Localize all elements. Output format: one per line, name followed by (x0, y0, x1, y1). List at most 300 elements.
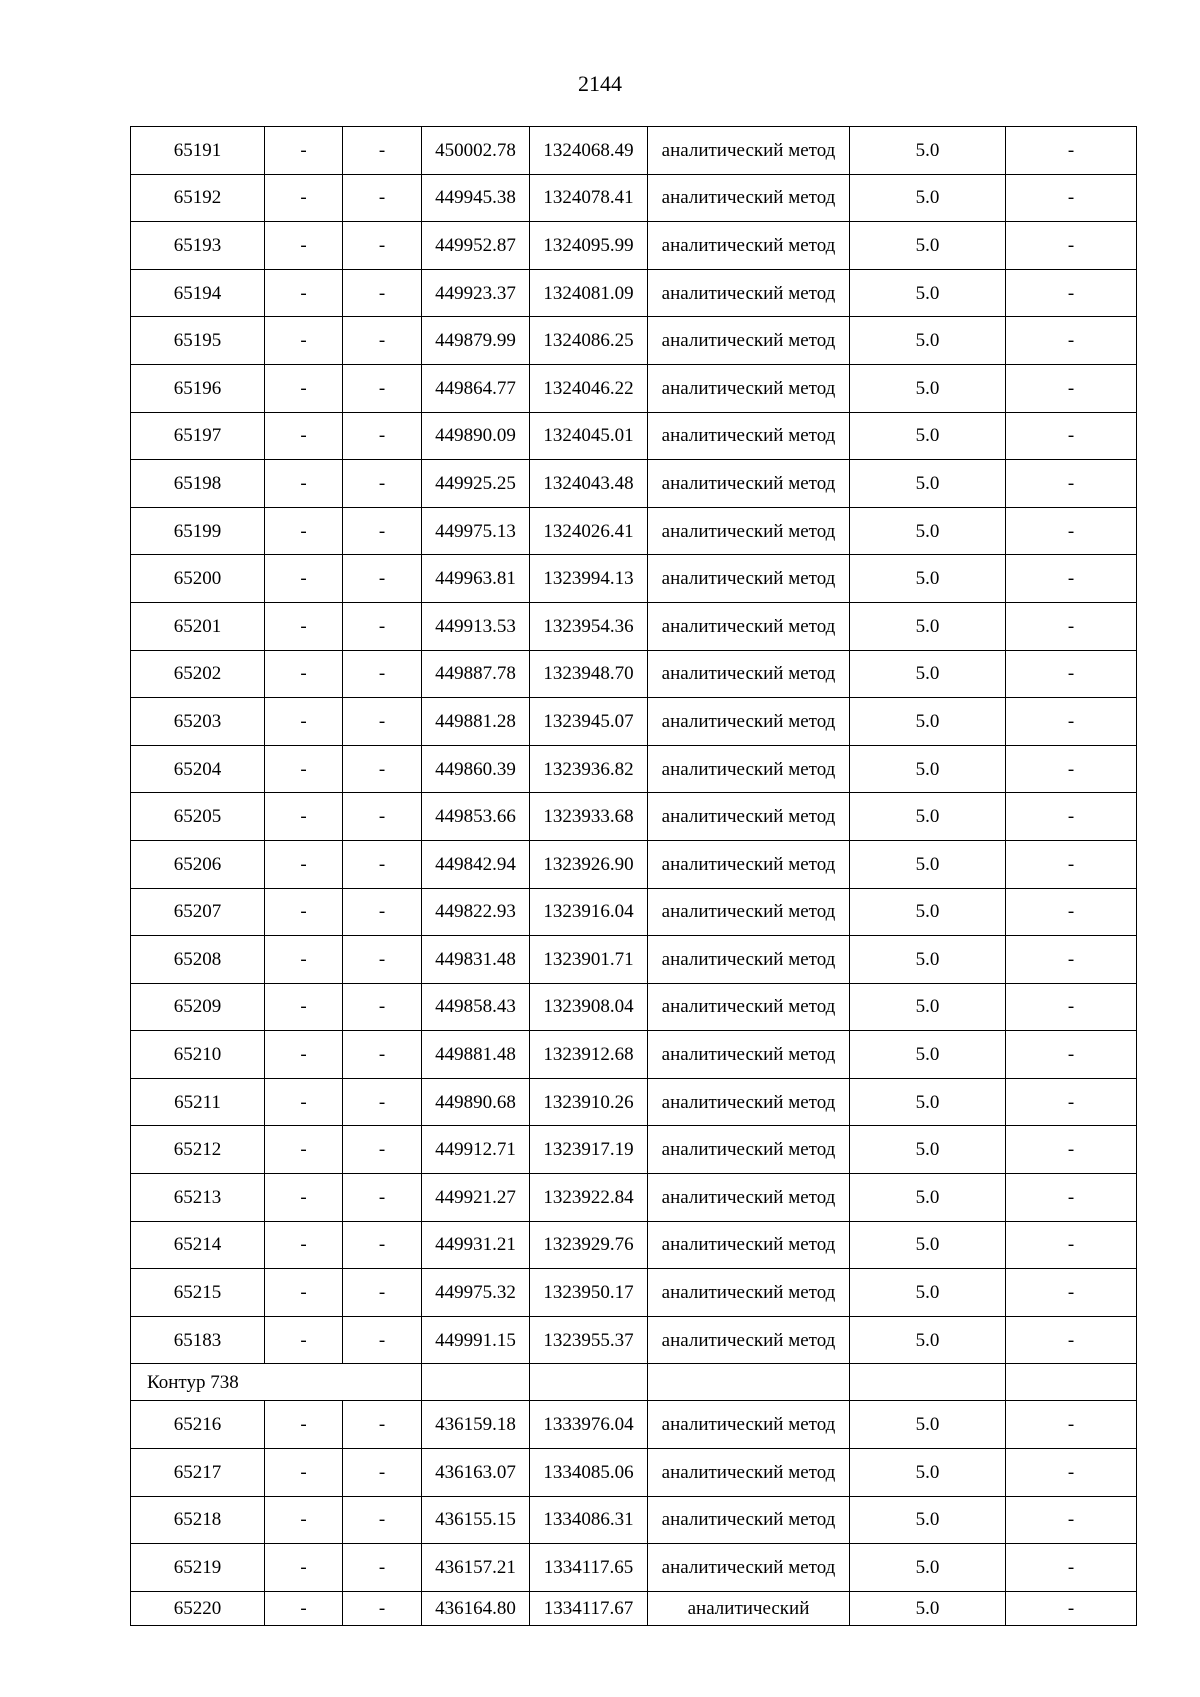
dash-cell: - (265, 174, 343, 222)
dash-cell: - (265, 317, 343, 365)
point-id-cell: 65196 (131, 364, 265, 412)
table-row (131, 745, 1137, 793)
dash-cell: - (343, 412, 422, 460)
table-row (131, 174, 1137, 222)
method-cell (648, 745, 850, 793)
method-text: аналитический метод (661, 758, 836, 780)
point-id-cell: 65192 (131, 174, 265, 222)
accuracy-cell: 5.0 (850, 602, 1006, 650)
method-cell (648, 983, 850, 1031)
dash-cell: - (1006, 127, 1137, 175)
y-coordinate-cell: 1324078.41 (530, 174, 648, 222)
y-coordinate-cell: 1323948.70 (530, 650, 648, 698)
dash-cell: - (343, 1126, 422, 1174)
point-id-cell: 65220 (131, 1591, 265, 1625)
dash-cell: - (343, 1031, 422, 1079)
point-id-cell: 65214 (131, 1221, 265, 1269)
method-text: аналитический метод (661, 663, 836, 685)
dash-cell: - (1006, 698, 1137, 746)
table-row (131, 602, 1137, 650)
x-coordinate-cell: 449853.66 (422, 793, 530, 841)
accuracy-cell: 5.0 (850, 555, 1006, 603)
dash-cell: - (265, 1031, 343, 1079)
y-coordinate-cell: 1323901.71 (530, 936, 648, 984)
table-row (131, 555, 1137, 603)
y-coordinate-cell: 1323916.04 (530, 888, 648, 936)
dash-cell: - (1006, 269, 1137, 317)
dash-cell: - (343, 460, 422, 508)
dash-cell: - (1006, 1126, 1137, 1174)
dash-cell: - (265, 793, 343, 841)
accuracy-cell: 5.0 (850, 1401, 1006, 1449)
point-id-cell: 65194 (131, 269, 265, 317)
method-text: аналитический метод (661, 1186, 836, 1208)
dash-cell: - (343, 364, 422, 412)
x-coordinate-cell: 449860.39 (422, 745, 530, 793)
method-cell (648, 364, 850, 412)
x-coordinate-cell: 449975.32 (422, 1269, 530, 1317)
method-text: аналитический метод (661, 996, 836, 1018)
table-row (131, 412, 1137, 460)
point-id-cell: 65198 (131, 460, 265, 508)
dash-cell: - (343, 840, 422, 888)
x-coordinate-cell: 449858.43 (422, 983, 530, 1031)
x-coordinate-cell: 436164.80 (422, 1591, 530, 1625)
x-coordinate-cell: 449822.93 (422, 888, 530, 936)
table-row (131, 888, 1137, 936)
point-id-cell: 65209 (131, 983, 265, 1031)
dash-cell: - (265, 1078, 343, 1126)
accuracy-cell: 5.0 (850, 1269, 1006, 1317)
method-cell (648, 174, 850, 222)
point-id-cell: 65202 (131, 650, 265, 698)
method-text: аналитический метод (661, 1557, 836, 1579)
point-id-cell: 65210 (131, 1031, 265, 1079)
accuracy-cell: 5.0 (850, 698, 1006, 746)
dash-cell: - (1006, 555, 1137, 603)
method-text: аналитический метод (661, 1044, 836, 1066)
dash-cell: - (265, 650, 343, 698)
dash-cell: - (1006, 936, 1137, 984)
dash-cell: - (343, 983, 422, 1031)
dash-cell: - (265, 222, 343, 270)
dash-cell: - (1006, 1544, 1137, 1592)
dash-cell: - (343, 1078, 422, 1126)
method-text: аналитический метод (661, 615, 836, 637)
method-text: аналитический метод (661, 425, 836, 447)
method-text: аналитический метод (661, 520, 836, 542)
x-coordinate-cell: 436155.15 (422, 1496, 530, 1544)
dash-cell: - (343, 936, 422, 984)
dash-cell: - (343, 1544, 422, 1592)
dash-cell: - (265, 1174, 343, 1222)
method-cell (648, 317, 850, 365)
dash-cell: - (1006, 222, 1137, 270)
method-text: аналитический метод (661, 1509, 836, 1531)
empty-cell (850, 1364, 1006, 1401)
dash-cell: - (265, 1544, 343, 1592)
method-text: аналитический метод (661, 330, 836, 352)
point-id-cell: 65205 (131, 793, 265, 841)
method-cell (648, 1269, 850, 1317)
empty-cell (530, 1364, 648, 1401)
dash-cell: - (343, 1449, 422, 1497)
y-coordinate-cell: 1324045.01 (530, 412, 648, 460)
y-coordinate-cell: 1333976.04 (530, 1401, 648, 1449)
page-number: 2144 (578, 71, 622, 96)
accuracy-cell: 5.0 (850, 364, 1006, 412)
dash-cell: - (265, 602, 343, 650)
y-coordinate-cell: 1334117.65 (530, 1544, 648, 1592)
dash-cell: - (1006, 507, 1137, 555)
table-row (131, 1126, 1137, 1174)
x-coordinate-cell: 449879.99 (422, 317, 530, 365)
dash-cell: - (265, 698, 343, 746)
method-text: аналитический метод (661, 948, 836, 970)
point-id-cell: 65201 (131, 602, 265, 650)
method-cell (648, 269, 850, 317)
y-coordinate-cell: 1324068.49 (530, 127, 648, 175)
method-cell (648, 1544, 850, 1592)
dash-cell: - (1006, 1174, 1137, 1222)
y-coordinate-cell: 1324086.25 (530, 317, 648, 365)
dash-cell: - (1006, 412, 1137, 460)
x-coordinate-cell: 449921.27 (422, 1174, 530, 1222)
table-row (131, 1591, 1137, 1625)
x-coordinate-cell: 449881.28 (422, 698, 530, 746)
dash-cell: - (1006, 317, 1137, 365)
accuracy-cell: 5.0 (850, 1591, 1006, 1625)
table-row (131, 1269, 1137, 1317)
accuracy-cell: 5.0 (850, 888, 1006, 936)
dash-cell: - (343, 174, 422, 222)
method-cell (648, 1078, 850, 1126)
point-id-cell: 65183 (131, 1316, 265, 1364)
point-id-cell: 65207 (131, 888, 265, 936)
empty-cell (648, 1364, 850, 1401)
y-coordinate-cell: 1323945.07 (530, 698, 648, 746)
y-coordinate-cell: 1324046.22 (530, 364, 648, 412)
y-coordinate-cell: 1323994.13 (530, 555, 648, 603)
dash-cell: - (265, 555, 343, 603)
dash-cell: - (1006, 364, 1137, 412)
dash-cell: - (265, 507, 343, 555)
method-text: аналитический метод (661, 1329, 836, 1351)
dash-cell: - (265, 412, 343, 460)
method-text: аналитический метод (661, 901, 836, 923)
table-row (131, 269, 1137, 317)
accuracy-cell: 5.0 (850, 983, 1006, 1031)
method-cell (648, 507, 850, 555)
dash-cell: - (265, 1449, 343, 1497)
x-coordinate-cell: 449912.71 (422, 1126, 530, 1174)
method-cell (648, 1174, 850, 1222)
dash-cell: - (343, 888, 422, 936)
dash-cell: - (1006, 1496, 1137, 1544)
dash-cell: - (265, 269, 343, 317)
point-id-cell: 65216 (131, 1401, 265, 1449)
accuracy-cell: 5.0 (850, 1221, 1006, 1269)
dash-cell: - (265, 1269, 343, 1317)
dash-cell: - (1006, 1221, 1137, 1269)
table-row (131, 317, 1137, 365)
dash-cell: - (1006, 983, 1137, 1031)
dash-cell: - (343, 698, 422, 746)
dash-cell: - (343, 1401, 422, 1449)
method-text: аналитический метод (661, 282, 836, 304)
accuracy-cell: 5.0 (850, 507, 1006, 555)
accuracy-cell: 5.0 (850, 1316, 1006, 1364)
accuracy-cell: 5.0 (850, 1496, 1006, 1544)
dash-cell: - (343, 1591, 422, 1625)
accuracy-cell: 5.0 (850, 460, 1006, 508)
empty-cell (1006, 1364, 1137, 1401)
method-cell (648, 127, 850, 175)
x-coordinate-cell: 449881.48 (422, 1031, 530, 1079)
method-text: аналитический метод (661, 139, 836, 161)
method-cell (648, 650, 850, 698)
method-text: аналитический метод (661, 377, 836, 399)
dash-cell: - (343, 793, 422, 841)
accuracy-cell: 5.0 (850, 412, 1006, 460)
dash-cell: - (343, 1269, 422, 1317)
method-cell (648, 555, 850, 603)
dash-cell: - (343, 317, 422, 365)
point-id-cell: 65203 (131, 698, 265, 746)
method-cell (648, 793, 850, 841)
y-coordinate-cell: 1323936.82 (530, 745, 648, 793)
table-row (131, 793, 1137, 841)
table-row (131, 840, 1137, 888)
method-text: аналитический метод (661, 1091, 836, 1113)
y-coordinate-cell: 1323954.36 (530, 602, 648, 650)
point-id-cell: 65193 (131, 222, 265, 270)
table-row (131, 507, 1137, 555)
dash-cell: - (1006, 793, 1137, 841)
point-id-cell: 65217 (131, 1449, 265, 1497)
x-coordinate-cell: 449864.77 (422, 364, 530, 412)
table-row (131, 1401, 1137, 1449)
accuracy-cell: 5.0 (850, 1449, 1006, 1497)
method-text: аналитический метод (661, 1282, 836, 1304)
contour-header-row (131, 1364, 1137, 1401)
method-text: аналитический (687, 1597, 810, 1619)
x-coordinate-cell: 449991.15 (422, 1316, 530, 1364)
y-coordinate-cell: 1324026.41 (530, 507, 648, 555)
table-row (131, 1031, 1137, 1079)
dash-cell: - (1006, 1078, 1137, 1126)
dash-cell: - (343, 127, 422, 175)
point-id-cell: 65215 (131, 1269, 265, 1317)
dash-cell: - (265, 1591, 343, 1625)
dash-cell: - (265, 1401, 343, 1449)
x-coordinate-cell: 436163.07 (422, 1449, 530, 1497)
dash-cell: - (265, 888, 343, 936)
method-cell (648, 460, 850, 508)
x-coordinate-cell: 449975.13 (422, 507, 530, 555)
method-text: аналитический метод (661, 1414, 836, 1436)
method-text: аналитический метод (661, 853, 836, 875)
y-coordinate-cell: 1334117.67 (530, 1591, 648, 1625)
y-coordinate-cell: 1323926.90 (530, 840, 648, 888)
x-coordinate-cell: 449890.68 (422, 1078, 530, 1126)
point-id-cell: 65204 (131, 745, 265, 793)
y-coordinate-cell: 1323917.19 (530, 1126, 648, 1174)
point-id-cell: 65208 (131, 936, 265, 984)
accuracy-cell: 5.0 (850, 174, 1006, 222)
y-coordinate-cell: 1334086.31 (530, 1496, 648, 1544)
point-id-cell: 65211 (131, 1078, 265, 1126)
dash-cell: - (265, 127, 343, 175)
accuracy-cell: 5.0 (850, 1031, 1006, 1079)
accuracy-cell: 5.0 (850, 793, 1006, 841)
x-coordinate-cell: 449831.48 (422, 936, 530, 984)
method-cell (648, 602, 850, 650)
dash-cell: - (343, 650, 422, 698)
point-id-cell: 65212 (131, 1126, 265, 1174)
dash-cell: - (265, 983, 343, 1031)
x-coordinate-cell: 436159.18 (422, 1401, 530, 1449)
accuracy-cell: 5.0 (850, 222, 1006, 270)
dash-cell: - (265, 745, 343, 793)
table-row (131, 1544, 1137, 1592)
accuracy-cell: 5.0 (850, 317, 1006, 365)
table-row (131, 1078, 1137, 1126)
method-text: аналитический метод (661, 1139, 836, 1161)
y-coordinate-cell: 1323910.26 (530, 1078, 648, 1126)
dash-cell: - (265, 1126, 343, 1174)
empty-cell (422, 1364, 530, 1401)
point-id-cell: 65199 (131, 507, 265, 555)
table-row (131, 1174, 1137, 1222)
y-coordinate-cell: 1324095.99 (530, 222, 648, 270)
table-row (131, 983, 1137, 1031)
accuracy-cell: 5.0 (850, 1174, 1006, 1222)
table-row (131, 1221, 1137, 1269)
dash-cell: - (1006, 650, 1137, 698)
dash-cell: - (343, 222, 422, 270)
accuracy-cell: 5.0 (850, 1126, 1006, 1174)
method-text: аналитический метод (661, 472, 836, 494)
y-coordinate-cell: 1323950.17 (530, 1269, 648, 1317)
dash-cell: - (343, 745, 422, 793)
point-id-cell: 65191 (131, 127, 265, 175)
dash-cell: - (1006, 1591, 1137, 1625)
method-text: аналитический метод (661, 187, 836, 209)
x-coordinate-cell: 449945.38 (422, 174, 530, 222)
x-coordinate-cell: 449890.09 (422, 412, 530, 460)
dash-cell: - (265, 1316, 343, 1364)
method-text: аналитический метод (661, 568, 836, 590)
point-id-cell: 65206 (131, 840, 265, 888)
method-cell (648, 698, 850, 746)
accuracy-cell: 5.0 (850, 269, 1006, 317)
accuracy-cell: 5.0 (850, 127, 1006, 175)
method-text: аналитический метод (661, 234, 836, 256)
method-cell (648, 222, 850, 270)
x-coordinate-cell: 449952.87 (422, 222, 530, 270)
y-coordinate-cell: 1323922.84 (530, 1174, 648, 1222)
dash-cell: - (343, 602, 422, 650)
dash-cell: - (343, 1221, 422, 1269)
dash-cell: - (343, 269, 422, 317)
accuracy-cell: 5.0 (850, 745, 1006, 793)
accuracy-cell: 5.0 (850, 936, 1006, 984)
method-cell (648, 1126, 850, 1174)
table-row (131, 222, 1137, 270)
y-coordinate-cell: 1323912.68 (530, 1031, 648, 1079)
y-coordinate-cell: 1323933.68 (530, 793, 648, 841)
method-cell (648, 840, 850, 888)
dash-cell: - (265, 840, 343, 888)
dash-cell: - (265, 364, 343, 412)
table-row (131, 364, 1137, 412)
table-row (131, 1449, 1137, 1497)
coordinates-table (130, 126, 1137, 1626)
x-coordinate-cell: 449842.94 (422, 840, 530, 888)
point-id-cell: 65195 (131, 317, 265, 365)
method-cell (648, 1031, 850, 1079)
y-coordinate-cell: 1323908.04 (530, 983, 648, 1031)
method-cell (648, 936, 850, 984)
point-id-cell: 65219 (131, 1544, 265, 1592)
y-coordinate-cell: 1323929.76 (530, 1221, 648, 1269)
x-coordinate-cell: 449913.53 (422, 602, 530, 650)
table-row (131, 460, 1137, 508)
point-id-cell: 65200 (131, 555, 265, 603)
method-cell (648, 888, 850, 936)
accuracy-cell: 5.0 (850, 840, 1006, 888)
method-text: аналитический метод (661, 1234, 836, 1256)
dash-cell: - (1006, 888, 1137, 936)
point-id-cell: 65218 (131, 1496, 265, 1544)
method-cell (648, 1316, 850, 1364)
dash-cell: - (1006, 174, 1137, 222)
dash-cell: - (343, 507, 422, 555)
y-coordinate-cell: 1324081.09 (530, 269, 648, 317)
y-coordinate-cell: 1334085.06 (530, 1449, 648, 1497)
table-row (131, 650, 1137, 698)
point-id-cell: 65197 (131, 412, 265, 460)
dash-cell: - (265, 460, 343, 508)
dash-cell: - (1006, 1449, 1137, 1497)
point-id-cell: 65213 (131, 1174, 265, 1222)
dash-cell: - (1006, 1401, 1137, 1449)
dash-cell: - (265, 936, 343, 984)
dash-cell: - (1006, 1269, 1137, 1317)
x-coordinate-cell: 449963.81 (422, 555, 530, 603)
method-cell (648, 1591, 850, 1625)
accuracy-cell: 5.0 (850, 1544, 1006, 1592)
method-text: аналитический метод (661, 710, 836, 732)
method-text: аналитический метод (661, 1461, 836, 1483)
table-row (131, 698, 1137, 746)
table-row (131, 1316, 1137, 1364)
table-row (131, 127, 1137, 175)
table-body (131, 127, 1137, 1626)
x-coordinate-cell: 449887.78 (422, 650, 530, 698)
dash-cell: - (265, 1496, 343, 1544)
dash-cell: - (1006, 840, 1137, 888)
dash-cell: - (1006, 745, 1137, 793)
method-cell (648, 1449, 850, 1497)
accuracy-cell: 5.0 (850, 650, 1006, 698)
dash-cell: - (343, 555, 422, 603)
table-row (131, 936, 1137, 984)
method-text: аналитический метод (661, 806, 836, 828)
x-coordinate-cell: 449931.21 (422, 1221, 530, 1269)
x-coordinate-cell: 449925.25 (422, 460, 530, 508)
